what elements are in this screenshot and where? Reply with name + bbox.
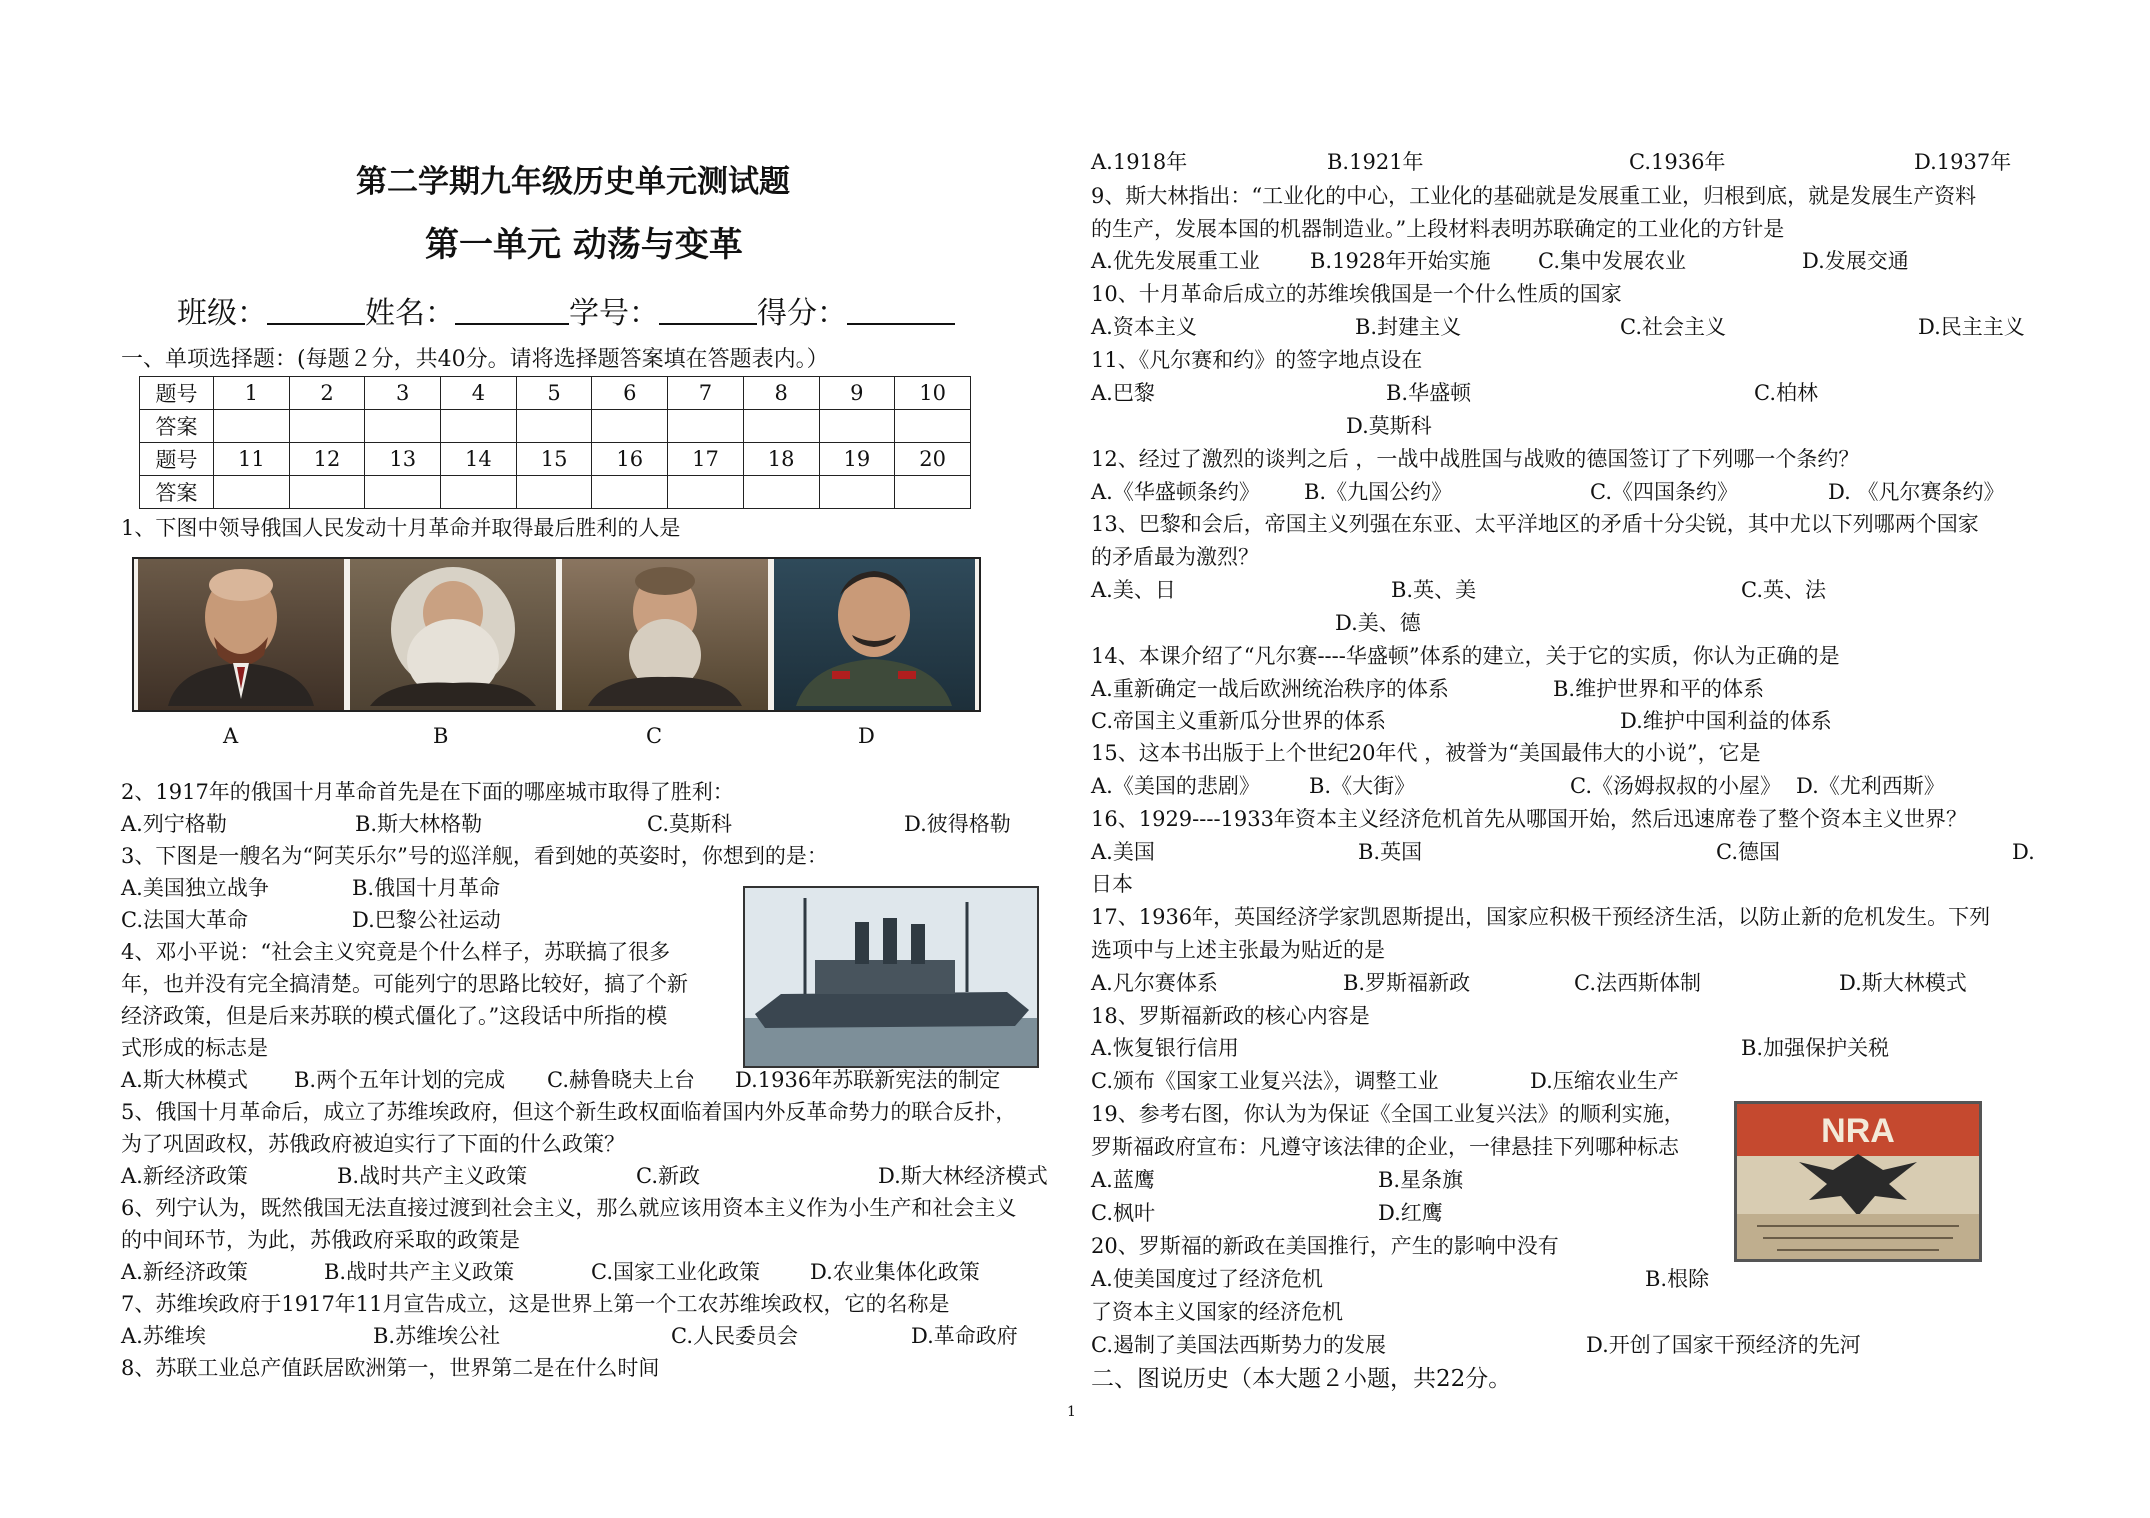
- student-id-field[interactable]: [659, 297, 757, 325]
- q18-option-d[interactable]: D.压缩农业生产: [1530, 1069, 1679, 1093]
- q14-option-a[interactable]: A.重新确定一战后欧洲统治秩序的体系: [1091, 677, 1449, 701]
- q4-stem-line2: 年，也并没有完全搞清楚。可能列宁的思路比较好，搞了个新: [121, 972, 688, 996]
- answer-cell[interactable]: [895, 476, 971, 509]
- q5-option-a[interactable]: A.新经济政策: [121, 1164, 248, 1188]
- score-field[interactable]: [847, 297, 955, 325]
- q16-option-d-text[interactable]: 日本: [1091, 872, 1133, 896]
- q13-option-c[interactable]: C.英、法: [1741, 578, 1826, 602]
- q8-stem: 8、苏联工业总产值跃居欧洲第一，世界第二是在什么时间: [121, 1356, 660, 1380]
- question-number: 16: [592, 443, 668, 476]
- question-number: 5: [516, 377, 592, 410]
- q5-option-c[interactable]: C.新政: [636, 1164, 700, 1188]
- name-label: 姓名：: [365, 296, 455, 331]
- page-number: 1: [1067, 1404, 1076, 1420]
- question-number: 15: [516, 443, 592, 476]
- answer-cell[interactable]: [441, 410, 517, 443]
- row-label: 答案: [140, 410, 214, 443]
- answer-cell[interactable]: [214, 476, 290, 509]
- q15-option-c[interactable]: C.《汤姆叔叔的小屋》: [1570, 774, 1781, 798]
- q19-option-a[interactable]: A.蓝鹰: [1091, 1168, 1155, 1192]
- page-title: 第二学期九年级历史单元测试题: [356, 164, 790, 200]
- q11-option-a[interactable]: A.巴黎: [1091, 381, 1155, 405]
- portrait-label-d: D: [858, 724, 875, 748]
- q1-stem: 1、下图中领导俄国人民发动十月革命并取得最后胜利的人是: [121, 516, 681, 540]
- q8-option-d[interactable]: D.1937年: [1914, 150, 2012, 174]
- q10-option-d[interactable]: D.民主主义: [1918, 315, 2025, 339]
- answer-cell[interactable]: [819, 410, 895, 443]
- q5-option-b[interactable]: B.战时共产主义政策: [337, 1164, 528, 1188]
- question-number: 6: [592, 377, 668, 410]
- q15-option-d[interactable]: D.《尤利西斯》: [1796, 774, 1945, 798]
- q2-option-c[interactable]: C.莫斯科: [647, 812, 732, 836]
- answer-cell[interactable]: [214, 410, 290, 443]
- q19-stem-line1: 19、参考右图，你认为为保证《全国工业复兴法》的顺利实施，: [1091, 1102, 1685, 1126]
- question-number: 19: [819, 443, 895, 476]
- portrait-label-b: B: [433, 724, 449, 748]
- q11-stem: 11、《凡尔赛和约》的签字地点设在: [1091, 348, 1423, 372]
- q3-stem: 3、下图是一艘名为“阿芙乐尔”号的巡洋舰，看到她的英姿时，你想到的是：: [121, 844, 828, 868]
- q15-option-b[interactable]: B.《大街》: [1309, 774, 1416, 798]
- q3-option-d[interactable]: D.巴黎公社运动: [352, 908, 501, 932]
- answer-table: [139, 376, 971, 509]
- q8-option-b[interactable]: B.1921年: [1327, 150, 1424, 174]
- q17-stem-line2: 选项中与上述主张最为贴近的是: [1091, 938, 1385, 962]
- portrait-b: [350, 559, 556, 710]
- q12-option-d[interactable]: D. 《凡尔赛条约》: [1828, 480, 2005, 504]
- q4-option-d[interactable]: D.1936年苏联新宪法的制定: [735, 1068, 1001, 1092]
- q13-stem-line1: 13、巴黎和会后，帝国主义列强在东亚、太平洋地区的矛盾十分尖锐，其中尤以下列哪两个国家: [1091, 512, 1979, 536]
- q13-option-d[interactable]: D.美、德: [1335, 611, 1421, 635]
- q14-stem: 14、本课介绍了“凡尔赛----华盛顿”体系的建立，关于它的实质，你认为正确的是: [1091, 644, 1840, 668]
- q5-stem-line2: 为了巩固政权，苏俄政府被迫实行了下面的什么政策？: [121, 1132, 625, 1156]
- table-row: [140, 410, 971, 443]
- unit-title: 第一单元 动荡与变革: [425, 225, 743, 265]
- student-info-row: [177, 297, 955, 330]
- question-number: 11: [214, 443, 290, 476]
- q5-option-d[interactable]: D.斯大林经济模式: [878, 1164, 1048, 1188]
- question-number: 13: [365, 443, 441, 476]
- q12-option-a[interactable]: A.《华盛顿条约》: [1091, 480, 1260, 504]
- leaders-portraits: [132, 557, 981, 712]
- q17-option-b[interactable]: B.罗斯福新政: [1343, 971, 1471, 995]
- question-number: 8: [743, 377, 819, 410]
- q2-stem: 2、1917年的俄国十月革命首先是在下面的哪座城市取得了胜利：: [121, 780, 734, 804]
- row-label: 题号: [140, 377, 214, 410]
- q11-option-b[interactable]: B.华盛顿: [1386, 381, 1472, 405]
- q19-option-d[interactable]: D.红鹰: [1378, 1201, 1443, 1225]
- q18-option-a[interactable]: A.恢复银行信用: [1091, 1036, 1239, 1060]
- question-number: 12: [289, 443, 365, 476]
- q14-option-d[interactable]: D.维护中国利益的体系: [1620, 709, 1832, 733]
- answer-cell[interactable]: [743, 410, 819, 443]
- answer-cell[interactable]: [516, 476, 592, 509]
- q9-option-b[interactable]: B.1928年开始实施: [1310, 249, 1491, 273]
- portrait-a: [138, 559, 344, 710]
- q13-option-a[interactable]: A.美、日: [1091, 578, 1176, 602]
- q16-option-d[interactable]: D.: [2012, 840, 2035, 864]
- q9-stem-line1: 9、斯大林指出：“工业化的中心，工业化的基础就是发展重工业，归根到底，就是发展生产资料: [1091, 184, 1977, 208]
- answer-cell[interactable]: [365, 476, 441, 509]
- answer-cell[interactable]: [365, 410, 441, 443]
- section1-heading: 一、单项选择题：(每题２分，共40分。请将选择题答案填在答题表内。）: [121, 347, 829, 372]
- q2-option-d[interactable]: D.彼得格勒: [904, 812, 1011, 836]
- question-number: 7: [668, 377, 744, 410]
- q5-stem-line1: 5、俄国十月革命后，成立了苏维埃政府，但这个新生政权面临着国内外反革命势力的联合反扑，: [121, 1100, 1017, 1124]
- q3-option-a[interactable]: A.美国独立战争: [121, 876, 269, 900]
- nra-poster: [1734, 1101, 1982, 1262]
- answer-cell[interactable]: [819, 476, 895, 509]
- q16-option-b[interactable]: B.英国: [1358, 840, 1423, 864]
- q6-option-b[interactable]: B.战时共产主义政策: [324, 1260, 515, 1284]
- name-field[interactable]: [455, 297, 569, 325]
- q8-option-a[interactable]: A.1918年: [1091, 150, 1188, 174]
- q2-option-b[interactable]: B.斯大林格勒: [355, 812, 483, 836]
- q4-stem-line4: 式形成的标志是: [121, 1036, 268, 1060]
- answer-cell[interactable]: [516, 410, 592, 443]
- question-number: 4: [441, 377, 517, 410]
- q6-option-d[interactable]: D.农业集体化政策: [810, 1260, 980, 1284]
- q3-option-c[interactable]: C.法国大革命: [121, 908, 248, 932]
- q20-option-a[interactable]: A.使美国度过了经济危机: [1091, 1267, 1323, 1291]
- question-number: 1: [214, 377, 290, 410]
- q7-option-c[interactable]: C.人民委员会: [671, 1324, 798, 1348]
- q19-option-c[interactable]: C.枫叶: [1091, 1201, 1155, 1225]
- answer-cell[interactable]: [743, 476, 819, 509]
- answer-cell[interactable]: [895, 410, 971, 443]
- q10-option-b[interactable]: B.封建主义: [1355, 315, 1462, 339]
- q15-option-a[interactable]: A.《美国的悲剧》: [1091, 774, 1260, 798]
- q7-stem: 7、苏维埃政府于1917年11月宣告成立，这是世界上第一个工农苏维埃政权，它的名称是: [121, 1292, 950, 1316]
- row-label: 题号: [140, 443, 214, 476]
- q9-option-a[interactable]: A.优先发展重工业: [1091, 249, 1260, 273]
- table-row: [140, 476, 971, 509]
- q12-option-b[interactable]: B.《九国公约》: [1304, 480, 1453, 504]
- answer-cell[interactable]: [289, 476, 365, 509]
- question-number: 2: [289, 377, 365, 410]
- q14-option-c[interactable]: C.帝国主义重新瓜分世界的体系: [1091, 709, 1386, 733]
- class-label: 班级：: [177, 296, 267, 331]
- q12-option-c[interactable]: C.《四国条约》: [1590, 480, 1738, 504]
- q4-option-a[interactable]: A.斯大林模式: [121, 1068, 248, 1092]
- q17-option-d[interactable]: D.斯大林模式: [1839, 971, 1967, 995]
- q8-option-c[interactable]: C.1936年: [1629, 150, 1726, 174]
- q18-option-b[interactable]: B.加强保护关税: [1741, 1036, 1890, 1060]
- portrait-label-c: C: [646, 724, 663, 748]
- q4-stem-line3: 经济政策，但是后来苏联的模式僵化了。”这段话中所指的模: [121, 1004, 668, 1028]
- q4-option-c[interactable]: C.赫鲁晓夫上台: [547, 1068, 695, 1092]
- q3-option-b[interactable]: B.俄国十月革命: [352, 876, 501, 900]
- q13-option-b[interactable]: B.英、美: [1391, 578, 1477, 602]
- poster-title: NRA: [1821, 1112, 1895, 1150]
- class-field[interactable]: [267, 297, 365, 325]
- q10-option-c[interactable]: C.社会主义: [1620, 315, 1726, 339]
- q20-option-d[interactable]: D.开创了国家干预经济的先河: [1586, 1333, 1861, 1357]
- q17-option-c[interactable]: C.法西斯体制: [1574, 971, 1701, 995]
- q19-option-b[interactable]: B.星条旗: [1378, 1168, 1464, 1192]
- answer-cell[interactable]: [289, 410, 365, 443]
- portrait-label-a: A: [223, 724, 239, 748]
- answer-cell[interactable]: [668, 476, 744, 509]
- portrait-d: [774, 559, 975, 710]
- q6-option-c[interactable]: C.国家工业化政策: [591, 1260, 760, 1284]
- q7-option-b[interactable]: B.苏维埃公社: [373, 1324, 501, 1348]
- q17-option-a[interactable]: A.凡尔赛体系: [1091, 971, 1218, 995]
- question-number: 20: [895, 443, 971, 476]
- table-row: [140, 377, 971, 410]
- q2-option-a[interactable]: A.列宁格勒: [121, 812, 227, 836]
- student-id-label: 学号：: [569, 296, 659, 331]
- q9-option-c[interactable]: C.集中发展农业: [1538, 249, 1686, 273]
- answer-cell[interactable]: [592, 476, 668, 509]
- q11-option-c[interactable]: C.柏林: [1754, 381, 1818, 405]
- cruiser-aurora-photo: [743, 886, 1039, 1068]
- portrait-c: [562, 559, 768, 710]
- q20-stem: 20、罗斯福的新政在美国推行，产生的影响中没有: [1091, 1234, 1559, 1258]
- q11-option-d[interactable]: D.莫斯科: [1346, 414, 1432, 438]
- q18-stem: 18、罗斯福新政的核心内容是: [1091, 1004, 1370, 1028]
- q16-stem: 16、1929----1933年资本主义经济危机首先从哪国开始，然后迅速席卷了整个资本主义世界？: [1091, 807, 1967, 831]
- q20-option-b[interactable]: B.根除: [1645, 1267, 1710, 1291]
- table-row: [140, 443, 971, 476]
- q13-stem-line2: 的矛盾最为激烈？: [1091, 545, 1259, 569]
- section2-heading: 二、图说历史（本大题２小题，共22分。: [1091, 1366, 1512, 1392]
- q4-option-b[interactable]: B.两个五年计划的完成: [294, 1068, 506, 1092]
- q6-option-a[interactable]: A.新经济政策: [121, 1260, 248, 1284]
- question-number: 17: [668, 443, 744, 476]
- row-label: 答案: [140, 476, 214, 509]
- q7-option-a[interactable]: A.苏维埃: [121, 1324, 206, 1348]
- q16-option-a[interactable]: A.美国: [1091, 840, 1155, 864]
- q9-option-d[interactable]: D.发展交通: [1802, 249, 1909, 273]
- q20-option-c[interactable]: C.遏制了美国法西斯势力的发展: [1091, 1333, 1386, 1357]
- q15-stem: 15、这本书出版于上个世纪20年代 ，被誉为“美国最伟大的小说”，它是: [1091, 741, 1761, 765]
- q9-stem-line2: 的生产，发展本国的机器制造业。”上段材料表明苏联确定的工业化的方针是: [1091, 217, 1785, 241]
- answer-cell[interactable]: [592, 410, 668, 443]
- q17-stem-line1: 17、1936年，英国经济学家凯恩斯提出，国家应积极干预经济生活，以防止新的危机发生。下列: [1091, 905, 1991, 929]
- q10-option-a[interactable]: A.资本主义: [1091, 315, 1197, 339]
- question-number: 14: [441, 443, 517, 476]
- q20-option-b-cont[interactable]: 了资本主义国家的经济危机: [1091, 1300, 1343, 1324]
- q12-stem: 12、经过了激烈的谈判之后 ，一战中战胜国与战败的德国签订了下列哪一个条约？: [1091, 447, 1860, 471]
- q10-stem: 10、十月革命后成立的苏维埃俄国是一个什么性质的国家: [1091, 282, 1622, 306]
- question-number: 9: [819, 377, 895, 410]
- q14-option-b[interactable]: B.维护世界和平的体系: [1553, 677, 1765, 701]
- question-number: 18: [743, 443, 819, 476]
- answer-cell[interactable]: [441, 476, 517, 509]
- q7-option-d[interactable]: D.革命政府: [911, 1324, 1018, 1348]
- score-label: 得分：: [757, 296, 847, 331]
- answer-cell[interactable]: [668, 410, 744, 443]
- question-number: 10: [895, 377, 971, 410]
- q6-stem-line2: 的中间环节，为此，苏俄政府采取的政策是: [121, 1228, 520, 1252]
- q4-stem-line1: 4、邓小平说：“社会主义究竟是个什么样子，苏联搞了很多: [121, 940, 671, 964]
- q6-stem-line1: 6、列宁认为，既然俄国无法直接过渡到社会主义，那么就应该用资本主义作为小生产和社会主义: [121, 1196, 1017, 1220]
- q18-option-c[interactable]: C.颁布《国家工业复兴法》，调整工业: [1091, 1069, 1439, 1093]
- q16-option-c[interactable]: C.德国: [1716, 840, 1780, 864]
- q19-stem-line2: 罗斯福政府宣布：凡遵守该法律的企业，一律悬挂下列哪种标志: [1091, 1135, 1679, 1159]
- question-number: 3: [365, 377, 441, 410]
